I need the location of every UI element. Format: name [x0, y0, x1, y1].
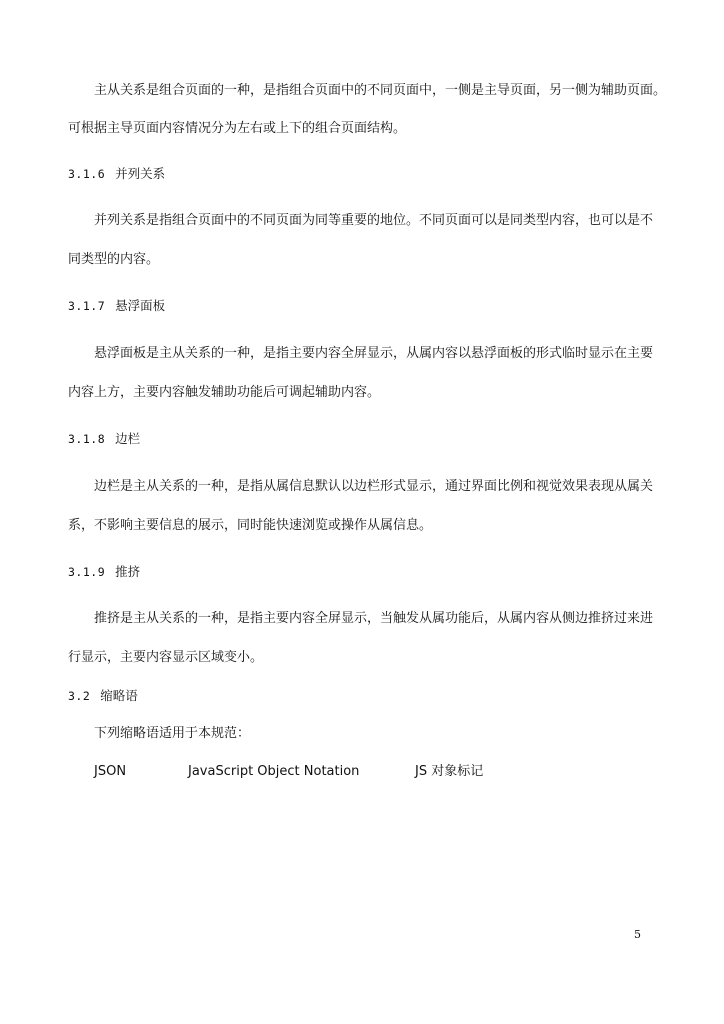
abbreviation-intro: 下列缩略语适用于本规范：	[94, 726, 251, 741]
section-title: 缩略语	[100, 688, 138, 703]
abbreviation-term: JSON	[94, 764, 127, 779]
section-number: 3.1.6	[68, 167, 106, 181]
section-title: 并列关系	[115, 166, 166, 181]
page-number: 5	[634, 928, 641, 941]
abbreviation-chinese: JS 对象标记	[415, 764, 484, 779]
paragraph-line: 内容上方，主要内容触发辅助功能后可调起辅助内容。	[68, 385, 381, 400]
section-title: 悬浮面板	[115, 298, 166, 313]
section-number: 3.1.9	[68, 565, 106, 579]
paragraph-line: 主从关系是组合页面的一种，是指组合页面中的不同页面中，一侧是主导页面，另一侧为辅助页面。	[94, 83, 667, 98]
abbreviation-full-form: JavaScript Object Notation	[188, 764, 360, 779]
section-number: 3.2	[68, 689, 91, 703]
section-heading	[68, 166, 165, 182]
section-title: 边栏	[115, 431, 141, 446]
paragraph-line: 推挤是主从关系的一种，是指主要内容全屏显示，当触发从属功能后，从属内容从侧边推挤过来进	[94, 611, 654, 626]
abbreviation-entry	[0, 764, 724, 780]
paragraph-line: 可根据主导页面内容情况分为左右或上下的组合页面结构。	[68, 121, 407, 136]
paragraph-line: 边栏是主从关系的一种，是指从属信息默认以边栏形式显示，通过界面比例和视觉效果表现从属关	[94, 479, 654, 494]
section-title: 推挤	[115, 564, 141, 579]
section-heading	[68, 688, 138, 704]
paragraph-line: 悬浮面板是主从关系的一种，是指主要内容全屏显示，从属内容以悬浮面板的形式临时显示在主要	[94, 346, 654, 361]
section-heading	[68, 298, 165, 314]
paragraph-line: 并列关系是指组合页面中的不同页面为同等重要的地位。不同页面可以是同类型内容，也可以是不	[94, 213, 654, 228]
section-heading	[68, 431, 140, 447]
paragraph-line: 系，不影响主要信息的展示，同时能快速浏览或操作从属信息。	[68, 518, 433, 533]
paragraph-line: 同类型的内容。	[68, 252, 160, 267]
paragraph-line: 行显示，主要内容显示区域变小。	[68, 650, 264, 665]
section-number: 3.1.8	[68, 432, 106, 446]
section-heading	[68, 564, 140, 580]
section-number: 3.1.7	[68, 299, 106, 313]
